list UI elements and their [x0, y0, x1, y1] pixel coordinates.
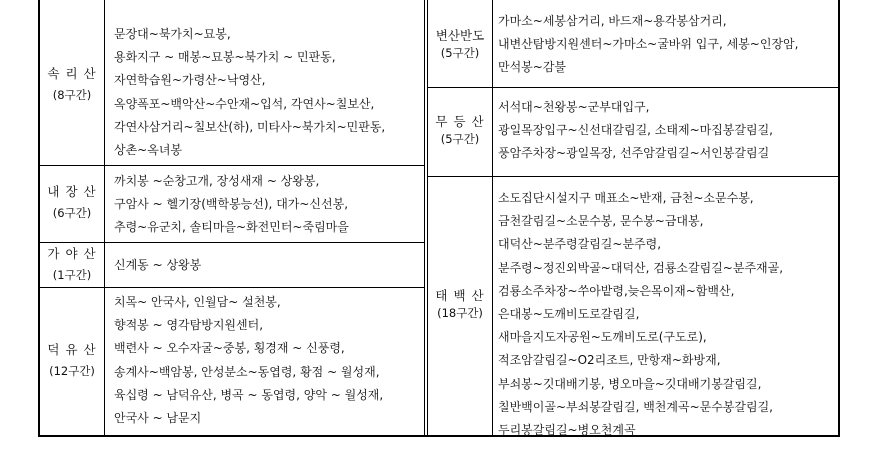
mountain-name-songnisan: [40, 68, 104, 101]
mountain-name-gayasan: [40, 248, 104, 281]
section-count: (1구간): [52, 267, 92, 282]
route-item: 상촌~옥녀봉: [114, 142, 183, 157]
route-item: 향적봉 ~ 영각탐방지원센터,: [114, 318, 264, 333]
route-item: 대덕산~분주령갈림길~분주령,: [498, 237, 662, 252]
route-item: 안국사 ~ 남문지: [114, 410, 202, 425]
route-item: 두리봉갈림길~병오천계곡: [498, 422, 636, 437]
route-item: 부쇠봉~깃대배기봉, 병오마을~깃대배기봉갈림길,: [498, 376, 762, 391]
section-count: (12구간): [49, 363, 95, 378]
route-item: 풍암주차장~광일목장, 선주암갈림길~서인봉갈림길: [498, 146, 770, 161]
route-item: 은대봉~도깨비도로갈림길,: [498, 306, 640, 321]
route-item: 가마소~세봉삼거리, 바드재~용각봉삼거리,: [498, 14, 727, 28]
route-item: 추령~유군치, 솔티마을~화전민터~죽림마을: [114, 220, 349, 235]
mountain-name-deogyusan: [40, 344, 104, 377]
route-list-deogyusan: [105, 296, 424, 435]
route-item: 서석대~천왕봉~군부대입구,: [498, 100, 650, 114]
route-item: 칠반백이골~부쇠봉갈림길, 백천계곡~문수봉갈림길,: [498, 399, 773, 414]
route-item: 송계사~백암봉, 안성분소~동엽령, 황점 ~ 월성재,: [114, 364, 380, 379]
row-divider-left-3: [38, 287, 425, 288]
route-item: 자연학습원~가령산~낙영산,: [114, 73, 266, 88]
section-count: (6구간): [52, 205, 92, 220]
route-item: 문장대~북가치~묘봉,: [114, 27, 231, 41]
mountain-title: 내 장 산: [47, 184, 97, 199]
route-item: 구암사 ~ 헬기장(백학봉능선), 대가~신선봉,: [114, 197, 349, 212]
section-count: (8구간): [52, 87, 92, 102]
route-item: 소도집단시설지구 매표소~반재, 금천~소문수봉,: [498, 191, 754, 205]
route-item: 분주령~정진외박골~대덕산, 검룡소갈림길~분주재골,: [498, 260, 784, 275]
route-item: 육십령 ~ 남덕유산, 병곡 ~ 동엽령, 양악 ~ 월성재,: [114, 387, 384, 402]
row-divider-right-2: [427, 176, 839, 177]
route-item: 옥양폭포~백악산~수안재~입석, 각연사~칠보산,: [114, 96, 375, 111]
section-count: (5구간): [440, 131, 480, 146]
center-double-divider: [424, 0, 425, 436]
route-item: 만석봉~감불: [498, 60, 567, 75]
row-divider-right-1: [427, 87, 839, 88]
route-list-taebaeksan: [493, 192, 838, 447]
mountain-title: 무 등 산: [435, 114, 485, 129]
route-item: 치목~ 안국사, 인월담~ 설천봉,: [114, 295, 281, 309]
route-item: 백련사 ~ 오수자굴~중봉, 횡경재 ~ 신풍령,: [114, 341, 345, 356]
route-list-byeonsanbando: [493, 15, 838, 85]
route-item: 용화지구 ~ 매봉~묘봉~북가치 ~ 민판동,: [114, 50, 336, 65]
mountain-name-naejangsan: [40, 186, 104, 219]
section-count: (18구간): [437, 305, 483, 320]
center-double-divider-2: [427, 0, 428, 436]
route-list-naejangsan: [105, 175, 424, 245]
route-item: 금천갈림길~소문수봉, 문수봉~금대봉,: [498, 214, 704, 229]
mountain-name-byeonsanbando: [428, 30, 492, 59]
route-item: 신계동 ~ 상왕봉: [114, 258, 202, 272]
route-item: 광일목장입구~신선대갈림길, 소태제~마집봉갈림길,: [498, 123, 773, 138]
mountain-title: 변산반도: [435, 28, 485, 43]
mountain-title: 가 야 산: [47, 246, 97, 261]
mountain-title: 속 리 산: [47, 66, 97, 81]
route-item: 각연사삼거리~칠보산(하), 미타사~북가치~민판동,: [114, 119, 386, 134]
mountain-title: 덕 유 산: [47, 342, 97, 357]
section-count: (5구간): [440, 45, 480, 60]
route-item: 까치봉 ~순창고개, 장성새재 ~ 상왕봉,: [114, 174, 320, 188]
route-item: 검룡소주차장~쑤아밭령,늦은목이재~함백산,: [498, 283, 735, 298]
mountain-name-mudeungsan: [428, 116, 492, 145]
route-item: 적조암갈림길~O2리조트, 만항재~화방재,: [498, 353, 721, 368]
table-right-border: [838, 0, 840, 437]
route-item: 내변산탐방지원센터~가마소~굴바위 입구, 세봉~인장암,: [498, 37, 799, 52]
mountain-title: 태 백 산: [435, 288, 485, 303]
route-list-songnisan: [105, 28, 424, 167]
route-list-mudeungsan: [493, 101, 838, 171]
route-item: 새마을지도자공원~도깨비도로(구도로),: [498, 330, 707, 345]
mountain-name-taebaeksan: [428, 290, 492, 319]
route-list-gayasan: [105, 259, 424, 282]
